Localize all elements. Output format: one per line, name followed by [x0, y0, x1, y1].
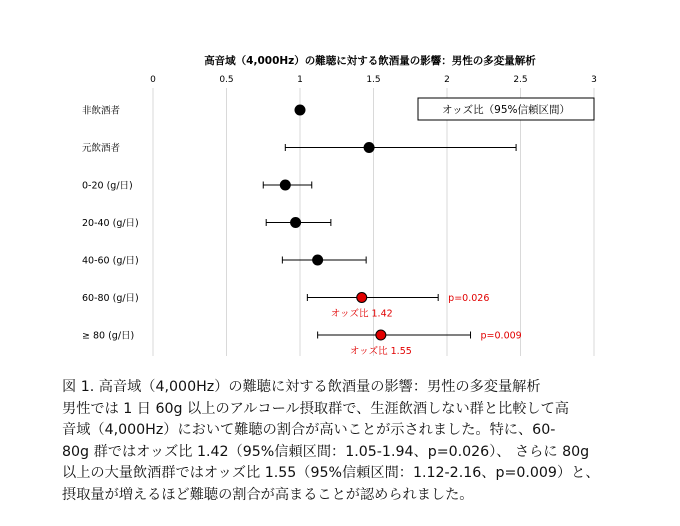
- odds-ratio-point: [280, 180, 290, 190]
- odds-ratio-point: [291, 218, 301, 228]
- figure-caption: [62, 377, 662, 507]
- odds-ratio-label: オッズ比 1.55: [349, 346, 412, 357]
- odds-ratio-point: [357, 293, 367, 303]
- x-tick-label: 2.5: [513, 75, 528, 85]
- x-tick-label: 3: [591, 75, 597, 85]
- p-value-label: p=0.009: [480, 330, 522, 342]
- row-label: 元飲酒者: [82, 143, 121, 154]
- chart-title: 高音域（4,000Hz）の難聴に対する飲酒量の影響：男性の多変量解析: [204, 55, 536, 67]
- caption-line: 摂取量が増えるほど難聴の割合が高まることが認められました。: [62, 486, 474, 503]
- x-tick-label: 0.5: [219, 75, 234, 85]
- row-label: 20-40 (g/日): [82, 218, 139, 229]
- x-tick-label: 1: [297, 75, 303, 85]
- p-value-label: p=0.026: [448, 293, 490, 304]
- row-label: 60-80 (g/日): [82, 293, 139, 304]
- caption-line: 男性では 1 日 60g 以上のアルコール摂取群で、生涯飲酒しない群と比較して高: [62, 400, 569, 417]
- odds-ratio-point: [364, 143, 374, 153]
- odds-ratio-point: [295, 105, 305, 115]
- odds-ratio-label: オッズ比 1.42: [330, 308, 393, 320]
- row-label: ≥ 80 (g/日): [82, 330, 135, 342]
- x-tick-label: 1.5: [366, 75, 381, 85]
- row-label: 0-20 (g/日): [82, 180, 133, 192]
- x-tick-label: 0: [150, 75, 156, 85]
- plot-rows: [82, 105, 522, 358]
- row-label: 40-60 (g/日): [82, 255, 139, 267]
- caption-line: 80g 群ではオッズ比 1.42（95%信頼区間：1.05-1.94、p=0.026）、 さらに 80g: [62, 443, 590, 460]
- odds-ratio-point: [313, 255, 323, 265]
- legend-box: [418, 98, 594, 120]
- x-tick-label: 2: [444, 75, 450, 85]
- row-label: 非飲酒者: [82, 105, 121, 117]
- legend-label: オッズ比（95%信頼区間）: [441, 104, 571, 116]
- caption-line: 図 1. 高音域（4,000Hz）の難聴に対する飲酒量の影響：男性の多変量解析: [62, 379, 541, 395]
- x-tick-labels: [150, 75, 597, 85]
- odds-ratio-point: [376, 330, 386, 340]
- caption-line: 音域（4,000Hz）において難聴の割合が高いことが示されました。特に、60-: [62, 422, 556, 439]
- caption-line: 以上の大量飲酒群ではオッズ比 1.55（95%信頼区間：1.12-2.16、p=0.009）と、: [62, 465, 600, 482]
